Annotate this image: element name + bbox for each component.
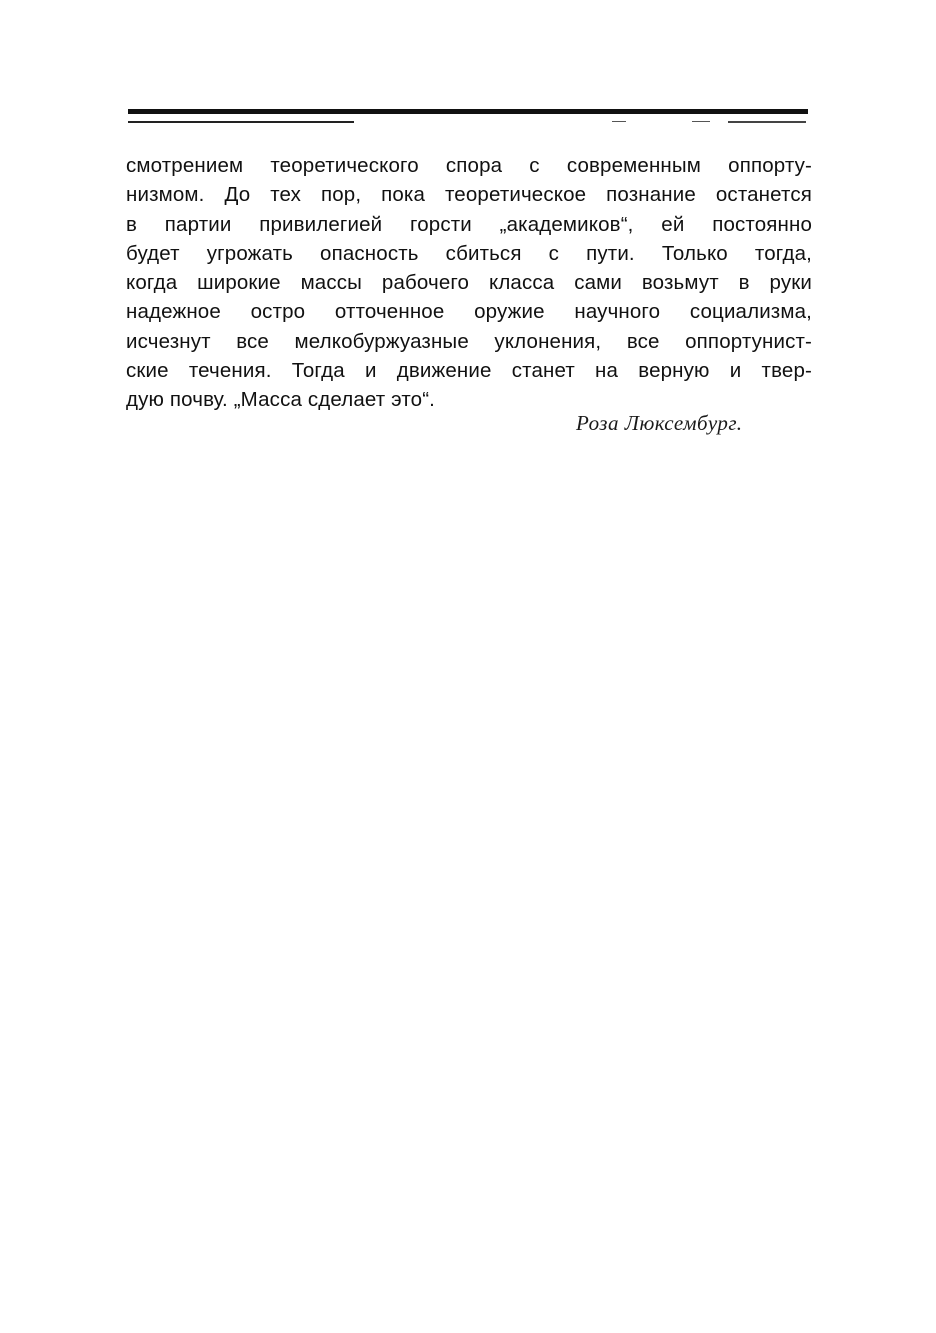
text-line: когда широкие массы рабочего класса сами возьмут в руки xyxy=(126,271,812,295)
header-rule-thin-mid-2 xyxy=(692,121,710,122)
text-line: смотрением теоретического спора с современным оппорту- xyxy=(126,154,812,177)
text-line: низмом. До тех пор, пока теоретическое познание останется xyxy=(126,183,812,207)
text-line: исчезнут все мелкобуржуазные уклонения, все оппортунист- xyxy=(126,329,812,353)
text-line: ские течения. Тогда и движение станет на верную и твер- xyxy=(126,359,812,383)
author-signature: Роза Люксембург. xyxy=(576,411,743,435)
header-rule-thin-mid-1 xyxy=(612,121,626,122)
text-line: будет угрожать опасность сбиться с пути. Только тогда, xyxy=(126,241,812,265)
header-rule-thick xyxy=(128,109,808,114)
header-rule-thin-left xyxy=(128,121,354,123)
text-line: дую почву. „Масса сделает это“. xyxy=(126,388,436,412)
text-line: надежное остро отточенное оружие научного социализма, xyxy=(126,300,812,324)
header-rule-thin-right xyxy=(728,121,806,123)
text-line: в партии привилегией горсти „академиков“, ей постоянно xyxy=(126,212,812,236)
body-paragraph xyxy=(126,151,812,415)
